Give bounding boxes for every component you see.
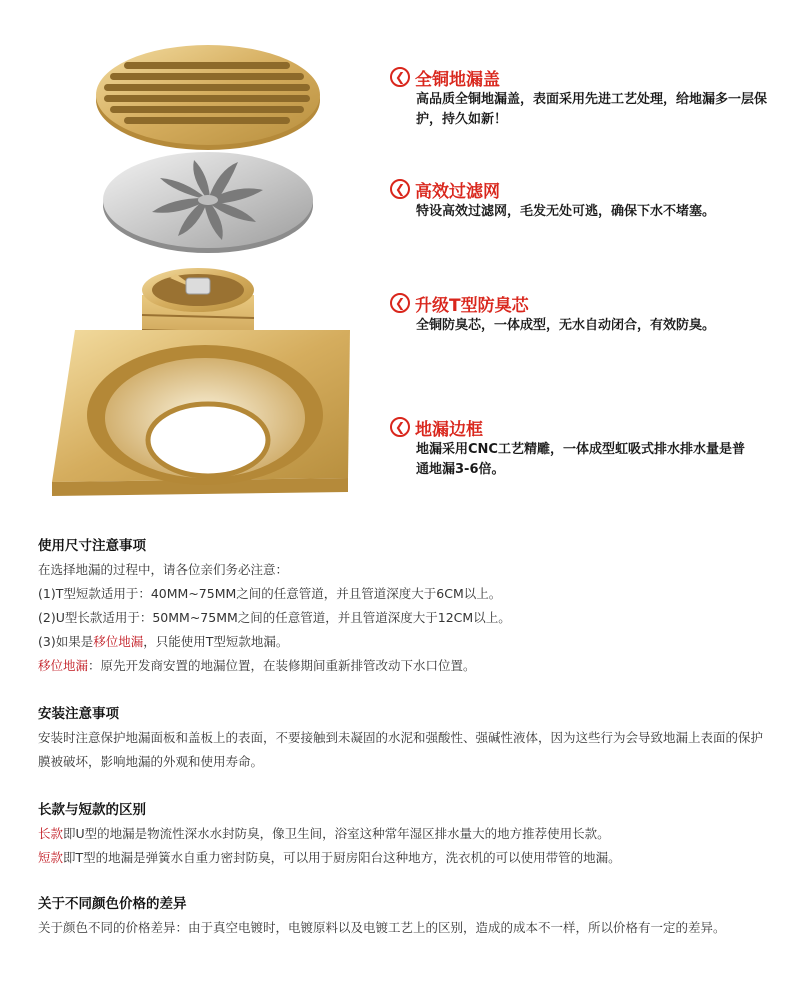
- install-text: 安装时注意保护地漏面板和盖板上的表面，不要接触到未凝固的水泥和强酸性、强碱性液体，因为这些行为会导致地漏上表面的保护膜被破坏，影响地漏的外观和使用寿命。: [38, 730, 764, 769]
- section-size-notes: [38, 534, 773, 678]
- short-term: 短款: [38, 850, 64, 865]
- price-text: 关于颜色不同的价格差异：由于真空电镀时，电镀原料以及电镀工艺上的区别，造成的成本不一样，所以价格有一定的差异。: [38, 920, 726, 935]
- feature-title: 高效过滤网: [415, 181, 500, 202]
- chevron-left-circle-icon: ❮: [390, 417, 410, 437]
- short-text: 即T型的地漏是弹簧水自重力密封防臭，可以用于厨房阳台这种地方，洗衣机的可以使用带管的地漏。: [63, 850, 621, 865]
- size-item-3-post: ，只能使用T型短款地漏。: [143, 634, 289, 649]
- size-item-3: [38, 630, 773, 654]
- feature-desc: 高品质全铜地漏盖，表面采用先进工艺处理，给地漏多一层保护，持久如新！: [416, 92, 768, 127]
- section-heading: 使用尺寸注意事项: [38, 538, 146, 554]
- section-color-price: [38, 892, 773, 940]
- feature-copper-cover: [390, 64, 770, 130]
- filter-net: [103, 152, 313, 253]
- section-heading: 关于不同颜色价格的差异: [38, 896, 187, 912]
- feature-t-core: [390, 290, 770, 336]
- feature-title: 全铜地漏盖: [415, 69, 500, 90]
- size-note-term: 移位地漏: [38, 658, 89, 673]
- size-note: [38, 654, 773, 678]
- feature-desc: 全铜防臭芯，一体成型，无水自动闭合，有效防臭。: [416, 318, 716, 333]
- feature-title: 地漏边框: [415, 419, 483, 440]
- feature-desc: 特设高效过滤网，毛发无处可逃，确保下水不堵塞。: [416, 204, 716, 219]
- section-heading: 安装注意事项: [38, 706, 119, 722]
- feature-frame: [390, 414, 770, 480]
- short-item: [38, 846, 773, 870]
- size-item-2: (2)U型长款适用于：50MM~75MM之间的任意管道，并且管道深度大于12CM以上。: [38, 610, 511, 625]
- section-intro: 在选择地漏的过程中，请各位亲们务必注意：: [38, 562, 289, 577]
- copper-cover: [96, 45, 320, 150]
- long-text: 即U型的地漏是物流性深水水封防臭，像卫生间，浴室这种常年湿区排水量大的地方推荐使用长款。: [63, 826, 610, 841]
- chevron-left-circle-icon: ❮: [390, 293, 410, 313]
- size-note-text: ：原先开发商安置的地漏位置，在装修期间重新排管改动下水口位置。: [88, 658, 476, 673]
- floor-drain-illustration: [0, 0, 390, 520]
- long-item: [38, 822, 773, 846]
- size-item-1: (1)T型短款适用于：40MM~75MM之间的任意管道，并且管道深度大于6CM以上。: [38, 586, 502, 601]
- chevron-left-circle-icon: ❮: [390, 179, 410, 199]
- section-long-short: [38, 798, 773, 870]
- size-item-3-pre: (3)如果是: [38, 634, 94, 649]
- section-install-notes: [38, 702, 773, 774]
- size-item-3-highlight: 移位地漏: [93, 634, 144, 649]
- drain-frame: [52, 330, 350, 496]
- feature-title: 升级T型防臭芯: [415, 295, 529, 316]
- feature-filter-net: [390, 176, 770, 222]
- section-heading: 长款与短款的区别: [38, 802, 146, 818]
- long-term: 长款: [38, 826, 64, 841]
- feature-desc: 地漏采用CNC工艺精雕，一体成型虹吸式排水排水量是普通地漏3-6倍。: [416, 442, 745, 477]
- chevron-left-circle-icon: ❮: [390, 67, 410, 87]
